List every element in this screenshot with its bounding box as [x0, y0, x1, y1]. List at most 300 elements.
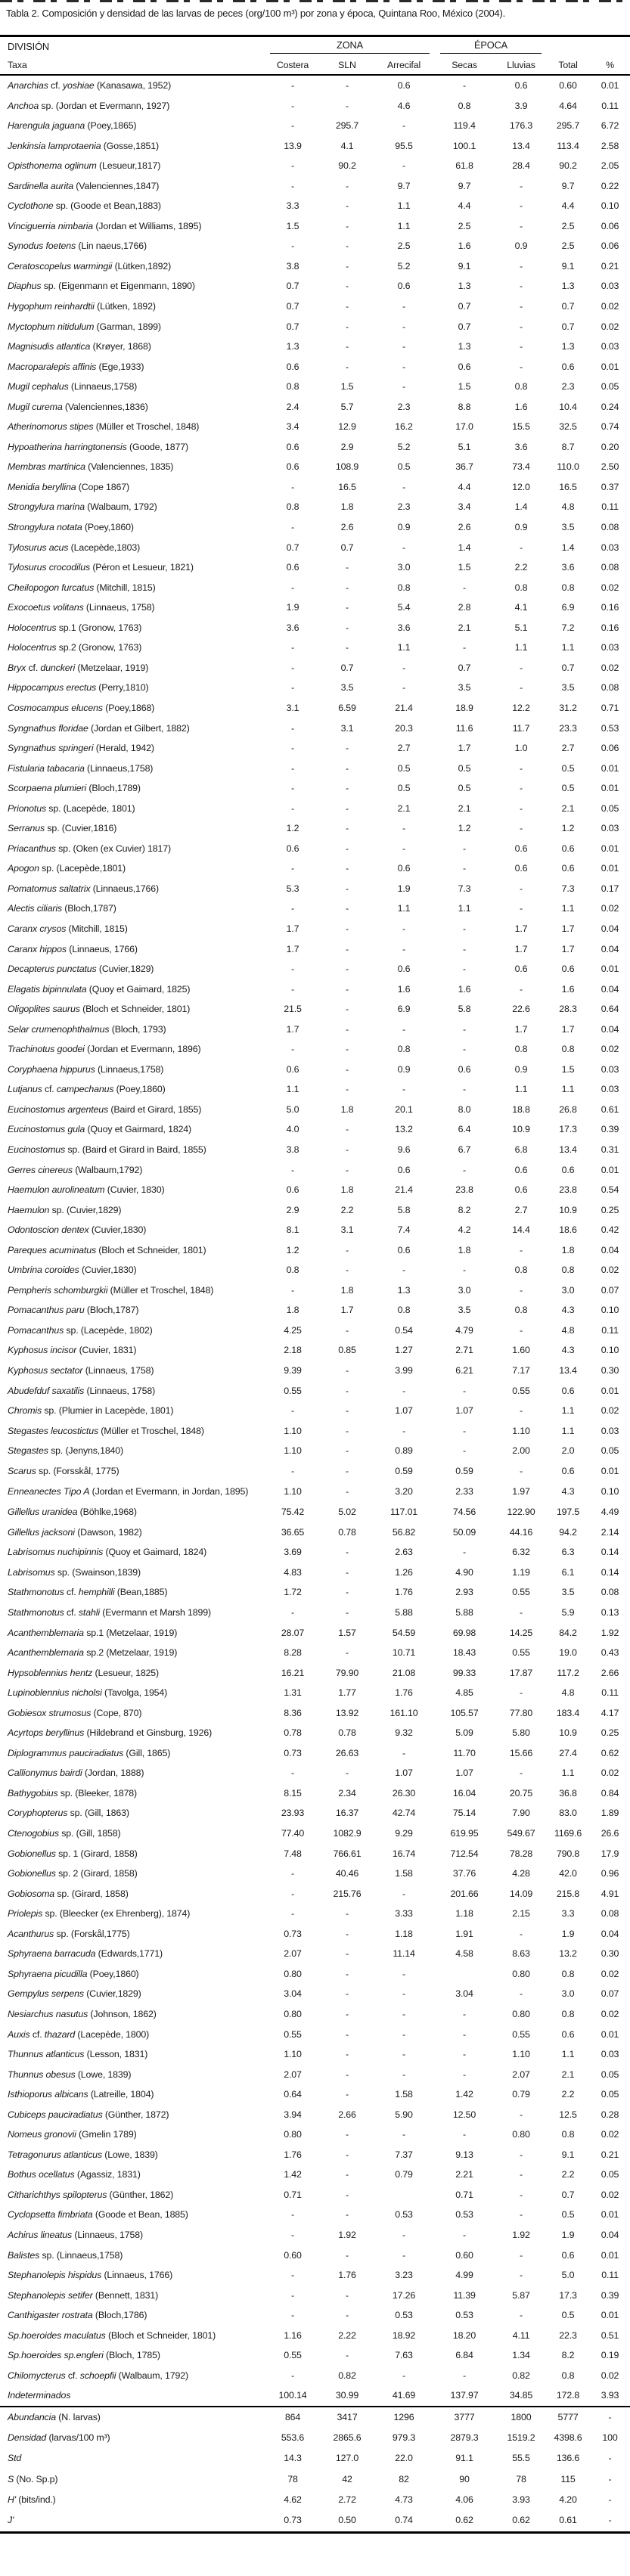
- taxon-authority: (Cuvier,1830): [79, 1265, 137, 1276]
- value-cell: 1.6: [458, 241, 471, 252]
- value-cell: 0.71: [455, 2189, 473, 2200]
- taxon-name: Pomacanthus sp.: [8, 1324, 79, 1336]
- value-cell: 4.73: [395, 2494, 413, 2506]
- value-cell: 12.0: [512, 481, 530, 492]
- value-cell: 1.1: [561, 1405, 575, 1417]
- value-cell: 1.1: [458, 903, 471, 914]
- value-cell: -: [346, 1044, 349, 1055]
- taxon-cell: [0, 2366, 266, 2386]
- value-cell: 12.5: [559, 2109, 577, 2120]
- value-cell: 0.6: [514, 863, 528, 874]
- table-row: [0, 1361, 630, 1381]
- value-cell: 619.95: [450, 1828, 479, 1839]
- value-cell: -: [291, 481, 294, 492]
- value-cell: 1.4: [458, 542, 471, 553]
- value-cell: 84.2: [559, 1627, 577, 1638]
- value-cell: 0.7: [561, 2189, 575, 2200]
- taxon-cell: [0, 2245, 266, 2266]
- value-cell: 0.08: [601, 1587, 619, 1598]
- taxon-authority: (Bloch et Schneider, 1801): [105, 2329, 216, 2341]
- table-row: [0, 597, 630, 618]
- value-cell: 1.18: [455, 1908, 473, 1920]
- value-cell: 3777: [454, 2411, 475, 2422]
- table-row: [0, 658, 630, 678]
- value-cell: 2.5: [561, 241, 575, 252]
- taxon-authority: (Johnson, 1862): [88, 2008, 157, 2019]
- value-cell: -: [291, 662, 294, 673]
- value-cell: -: [463, 2229, 467, 2240]
- value-cell: 14.4: [512, 1224, 530, 1236]
- value-cell: 0.51: [601, 2329, 619, 2341]
- value-cell: 0.01: [601, 762, 619, 774]
- value-cell: 0.8: [561, 2370, 575, 2381]
- value-cell: 1.27: [395, 1345, 413, 1356]
- value-cell: 0.11: [601, 100, 619, 111]
- taxon-name: Syngnathus floridae: [8, 722, 88, 734]
- value-cell: 44.16: [509, 1526, 533, 1538]
- taxon-authority: (Lacepède,1803): [68, 542, 141, 553]
- value-cell: 21.4: [395, 702, 413, 713]
- value-cell: 766.61: [333, 1848, 362, 1859]
- table-row: [0, 1944, 630, 1964]
- value-cell: 0.6: [286, 361, 299, 372]
- taxon-name: Haemulon aurolineatum: [8, 1184, 105, 1196]
- taxon-name: Acanthemblemaria sp.2: [8, 1647, 104, 1659]
- taxon-cell: [0, 839, 266, 859]
- value-cell: 2.2: [514, 562, 528, 573]
- value-cell: -: [291, 1908, 294, 1920]
- value-cell: 1.9: [397, 883, 411, 894]
- value-cell: 0.8: [561, 1265, 575, 1276]
- value-cell: 26.6: [601, 1828, 619, 1839]
- table-row: [0, 1743, 630, 1764]
- taxon-name: Apogon sp.: [8, 863, 54, 874]
- value-cell: -: [346, 241, 349, 252]
- taxon-cell: [0, 1361, 266, 1381]
- taxon-name: Holocentrus sp.2: [8, 642, 76, 653]
- value-cell: 1.31: [284, 1687, 302, 1699]
- value-cell: 2.1: [561, 802, 575, 814]
- value-cell: -: [291, 1868, 294, 1879]
- taxon-authority: (Baird et Girard, 1855): [108, 1103, 202, 1115]
- value-cell: 1.5: [561, 1063, 575, 1075]
- taxon-cell: [0, 116, 266, 136]
- value-cell: -: [402, 481, 405, 492]
- taxon-cell: [0, 1280, 266, 1301]
- taxon-cell: [0, 557, 266, 578]
- value-cell: 4.85: [455, 1687, 473, 1699]
- value-cell: 0.02: [601, 2129, 619, 2140]
- value-cell: 10.9: [559, 1727, 577, 1739]
- value-cell: 0.8: [286, 381, 299, 393]
- value-cell: 172.8: [556, 2390, 580, 2401]
- value-cell: -: [463, 1425, 467, 1436]
- value-cell: -: [346, 622, 349, 633]
- taxon-cell: [0, 317, 266, 337]
- value-cell: 20.75: [509, 1787, 533, 1799]
- value-cell: -: [346, 1084, 349, 1095]
- value-cell: -: [346, 1445, 349, 1457]
- taxon-authority: (Bleeker, 1878): [72, 1787, 138, 1799]
- column-header-secas: Secas: [452, 60, 477, 70]
- value-cell: 2.07: [512, 2069, 530, 2080]
- taxon-authority: (Walbaum,1792): [72, 1164, 143, 1175]
- value-cell: 2.93: [455, 1587, 473, 1598]
- taxon-cell: [0, 397, 266, 417]
- taxon-name: Stephanolepis setifer: [8, 2289, 93, 2301]
- taxon-name: Umbrina coroides: [8, 1265, 79, 1276]
- value-cell: 0.01: [601, 80, 619, 91]
- taxon-name: Anarchias cf. yoshiae: [8, 80, 95, 91]
- taxon-name: Kyphosus incisor: [8, 1345, 77, 1356]
- value-cell: -: [463, 1547, 467, 1558]
- value-cell: -: [346, 903, 349, 914]
- table-row: [0, 256, 630, 277]
- value-cell: 0.55: [512, 2028, 530, 2040]
- value-cell: 0.16: [601, 622, 619, 633]
- value-cell: -: [291, 2370, 294, 2381]
- taxon-name: Cosmocampus elucens: [8, 702, 103, 713]
- taxon-cell: [0, 1683, 266, 1703]
- value-cell: 1.10: [512, 2049, 530, 2060]
- taxon-cell: [0, 256, 266, 277]
- taxon-cell: [0, 1623, 266, 1643]
- taxon-name: Decapterus punctatus: [8, 964, 97, 975]
- taxon-authority: (Quoy et Gairmard, 1824): [85, 1124, 192, 1135]
- value-cell: -: [402, 923, 405, 934]
- table-row: [0, 557, 630, 578]
- division-header: DIVISIÓN: [8, 41, 49, 52]
- value-cell: -: [520, 2149, 523, 2160]
- summary-rows: [0, 2407, 630, 2532]
- taxon-name: Labrisomus nuchipinnis: [8, 1547, 104, 1558]
- table-row: [0, 2025, 630, 2045]
- taxon-name: Acanthemblemaria sp.1: [8, 1627, 104, 1638]
- value-cell: -: [346, 1566, 349, 1578]
- taxon-name: Gillellus uranidea: [8, 1507, 78, 1518]
- taxon-authority: (Valenciennes, 1835): [85, 461, 174, 473]
- taxon-cell: [0, 1381, 266, 1401]
- value-cell: -: [402, 943, 405, 954]
- value-cell: 864: [284, 2411, 301, 2422]
- table-row: [0, 357, 630, 377]
- value-cell: 28.3: [559, 1004, 577, 1015]
- value-cell: 0.6: [286, 461, 299, 473]
- table-row: [0, 879, 630, 899]
- value-cell: 12.9: [338, 421, 356, 433]
- value-cell: 0.6: [561, 2249, 575, 2261]
- value-cell: 295.7: [556, 120, 580, 132]
- taxon-authority: (Bleecker (ex Ehrenberg), 1874): [57, 1908, 191, 1920]
- value-cell: 0.78: [284, 1727, 302, 1739]
- taxa-header: Taxa: [8, 60, 27, 70]
- value-cell: 790.8: [556, 1848, 580, 1859]
- taxon-cell: [0, 1803, 266, 1823]
- taxon-authority: (Gill, 1865): [123, 1747, 171, 1758]
- value-cell: -: [520, 281, 523, 292]
- value-cell: 110.0: [557, 461, 579, 473]
- taxon-authority: (Kanasawa, 1952): [94, 80, 172, 91]
- value-cell: 5777: [557, 2411, 579, 2422]
- table-row: [0, 317, 630, 337]
- table-row: [0, 2004, 630, 2025]
- value-cell: 0.7: [286, 321, 299, 332]
- value-cell: 0.5: [397, 762, 411, 774]
- value-cell: 1.3: [561, 341, 575, 352]
- taxon-authority: (Mitchill, 1815): [66, 923, 128, 934]
- value-cell: 4.6: [397, 100, 411, 111]
- value-cell: -: [402, 823, 405, 834]
- value-cell: 1.8: [286, 1305, 299, 1316]
- taxon-name: Lupinoblennius nicholsi: [8, 1687, 102, 1699]
- taxon-name: Anchoa sp.: [8, 100, 54, 111]
- value-cell: 0.6: [561, 361, 575, 372]
- value-cell: 0.6: [397, 281, 411, 292]
- value-cell: -: [346, 1244, 349, 1255]
- value-cell: 0.02: [601, 903, 619, 914]
- value-cell: -: [402, 843, 405, 854]
- value-cell: 0.7: [458, 662, 471, 673]
- table-row: [0, 1119, 630, 1140]
- taxon-authority: (Tavolga, 1954): [101, 1687, 168, 1699]
- value-cell: -: [402, 1968, 405, 1979]
- value-cell: 2879.3: [450, 2432, 479, 2444]
- value-cell: 3.6: [514, 441, 528, 452]
- taxon-authority: (Cuvier,1829): [96, 964, 154, 975]
- taxon-cell: [0, 1340, 266, 1361]
- table-row: [0, 858, 630, 879]
- table-row: [0, 1060, 630, 1080]
- value-cell: 0.02: [601, 1768, 619, 1779]
- value-cell: 0.05: [601, 1445, 619, 1457]
- value-cell: 0.61: [559, 2515, 577, 2526]
- value-cell: 0.10: [601, 1345, 619, 1356]
- value-cell: 7.37: [395, 2149, 413, 2160]
- value-cell: 0.60: [284, 2249, 302, 2261]
- taxon-authority: (Müller et Troschel, 1848): [93, 421, 200, 433]
- value-cell: 0.20: [601, 441, 619, 452]
- table-row: [0, 457, 630, 477]
- value-cell: 161.10: [389, 1707, 418, 1718]
- value-cell: 0.01: [601, 2310, 619, 2321]
- value-cell: 1.8: [340, 1184, 354, 1196]
- value-cell: 55.5: [512, 2453, 530, 2464]
- taxon-authority: (Bloch et Schneider, 1801): [79, 1004, 191, 1015]
- value-cell: 32.5: [559, 421, 577, 433]
- species-table: [0, 35, 630, 2534]
- taxon-authority: (Eigenmann et Eigenmann, 1890): [55, 281, 195, 292]
- value-cell: 16.21: [281, 1667, 305, 1678]
- taxon-cell: [0, 597, 266, 618]
- value-cell: 0.6: [458, 1063, 471, 1075]
- value-cell: 4.4: [458, 481, 471, 492]
- value-cell: 0.8: [514, 1044, 528, 1055]
- taxon-name: Coryphopterus sp.: [8, 1808, 82, 1819]
- value-cell: 2.7: [561, 743, 575, 754]
- value-cell: 0.25: [601, 1727, 619, 1739]
- value-cell: 1.1: [397, 903, 411, 914]
- taxon-authority: (Girard, 1858): [78, 1868, 138, 1879]
- value-cell: 27.4: [559, 1747, 577, 1758]
- value-cell: -: [346, 762, 349, 774]
- value-cell: -: [346, 743, 349, 754]
- table-row: [0, 698, 630, 718]
- taxon-name: Magnisudis atlantica: [8, 341, 91, 352]
- value-cell: 90: [459, 2473, 470, 2484]
- value-cell: -: [402, 1265, 405, 1276]
- value-cell: 1.6: [561, 983, 575, 995]
- value-cell: 0.9: [397, 1063, 411, 1075]
- taxon-authority: (Lowe, 1839): [75, 2069, 132, 2080]
- value-cell: 4.4: [561, 200, 575, 212]
- taxon-cell: [0, 337, 266, 357]
- table-row: [0, 1803, 630, 1823]
- value-cell: 9.7: [458, 180, 471, 191]
- value-cell: 6.8: [514, 1144, 528, 1155]
- value-cell: 1169.6: [554, 1828, 582, 1839]
- value-cell: 0.7: [286, 281, 299, 292]
- value-cell: 79.90: [335, 1667, 359, 1678]
- value-cell: 23.3: [559, 722, 577, 734]
- taxon-authority: (Lesueur,1817): [96, 160, 161, 172]
- value-cell: 0.03: [601, 1084, 619, 1095]
- value-cell: 1.42: [455, 2089, 473, 2100]
- summary-unit: (N. larvas): [55, 2411, 101, 2422]
- taxon-cell: [0, 858, 266, 879]
- value-cell: 0.6: [397, 964, 411, 975]
- taxon-name: Fistularia tabacaria: [8, 762, 85, 774]
- taxon-cell: [0, 939, 266, 960]
- taxon-name: Gobionellus sp. 2: [8, 1868, 79, 1879]
- value-cell: 0.6: [397, 863, 411, 874]
- value-cell: 2.72: [338, 2494, 356, 2506]
- value-cell: 6.72: [601, 120, 619, 132]
- value-cell: 4.1: [340, 140, 354, 151]
- value-cell: 0.55: [512, 1385, 530, 1396]
- value-cell: -: [291, 1888, 294, 1899]
- value-cell: 0.04: [601, 1244, 619, 1255]
- table-row: [0, 2185, 630, 2205]
- value-cell: 0.8: [561, 582, 575, 593]
- table-row: [0, 2366, 630, 2386]
- table-row: [0, 1823, 630, 1844]
- taxon-authority: (Poey,1860): [82, 522, 134, 533]
- value-cell: -: [402, 2069, 405, 2080]
- summary-label-cell: [0, 2510, 266, 2532]
- taxon-cell: [0, 618, 266, 638]
- value-cell: 16.04: [452, 1787, 476, 1799]
- taxon-cell: [0, 517, 266, 538]
- value-cell: 0.6: [561, 863, 575, 874]
- value-cell: 1.8: [340, 501, 354, 513]
- value-cell: 8.63: [512, 1948, 530, 1960]
- taxon-authority: (Jordan, 1888): [82, 1768, 144, 1779]
- value-cell: -: [402, 1023, 405, 1035]
- table-row: [0, 1280, 630, 1301]
- zona-label: ZONA: [337, 39, 363, 51]
- value-cell: -: [291, 903, 294, 914]
- taxon-authority: (Goode et Bean,1883): [67, 200, 161, 212]
- value-cell: 0.7: [340, 662, 354, 673]
- value-cell: 36.8: [559, 1787, 577, 1799]
- taxon-authority: (Quoy et Gaimard, 1825): [86, 983, 191, 995]
- taxon-cell: [0, 678, 266, 698]
- value-cell: 2.2: [561, 2089, 575, 2100]
- value-cell: -: [520, 2209, 523, 2221]
- value-cell: 0.96: [601, 1868, 619, 1879]
- taxon-authority: (Günther, 1872): [102, 2109, 169, 2120]
- value-cell: 0.6: [561, 1385, 575, 1396]
- value-cell: -: [346, 923, 349, 934]
- table-header: [0, 36, 630, 76]
- value-cell: 2.6: [458, 522, 471, 533]
- value-cell: 0.02: [601, 1265, 619, 1276]
- taxon-name: Kyphosus sectator: [8, 1365, 83, 1376]
- value-cell: 1.4: [561, 542, 575, 553]
- value-cell: 0.05: [601, 802, 619, 814]
- value-cell: 295.7: [335, 120, 359, 132]
- taxon-name: Myctophum nitidulum: [8, 321, 95, 332]
- value-cell: 95.5: [395, 140, 413, 151]
- value-cell: -: [291, 743, 294, 754]
- taxon-authority: (Bloch, 1785): [103, 2350, 160, 2361]
- value-cell: 1.9: [561, 2229, 575, 2240]
- value-cell: -: [346, 1063, 349, 1075]
- value-cell: 13.9: [284, 140, 302, 151]
- value-cell: 0.6: [561, 964, 575, 975]
- value-cell: -: [608, 2515, 612, 2526]
- value-cell: 0.9: [397, 522, 411, 533]
- value-cell: 19.0: [559, 1647, 577, 1659]
- value-cell: 0.04: [601, 1928, 619, 1939]
- value-cell: -: [346, 301, 349, 312]
- value-cell: 0.71: [284, 2189, 302, 2200]
- taxon-authority: (Linnaeus,1758): [68, 381, 138, 393]
- value-cell: 7.63: [395, 2350, 413, 2361]
- taxon-name: Eucinostomus gula: [8, 1124, 85, 1135]
- taxon-name: Hippocampus erectus: [8, 682, 97, 694]
- value-cell: 2.4: [286, 401, 299, 412]
- value-cell: -: [291, 1164, 294, 1175]
- value-cell: -: [346, 1405, 349, 1417]
- taxon-name: Harengula jaguana: [8, 120, 85, 132]
- value-cell: 0.73: [284, 1747, 302, 1758]
- value-cell: 8.0: [458, 1103, 471, 1115]
- value-cell: 100.1: [452, 140, 476, 151]
- value-cell: 4.49: [601, 1507, 619, 1518]
- value-cell: 2.00: [512, 1445, 530, 1457]
- value-cell: 2.7: [397, 743, 411, 754]
- value-cell: 4.90: [455, 1566, 473, 1578]
- value-cell: -: [520, 903, 523, 914]
- value-cell: 0.73: [284, 1928, 302, 1939]
- value-cell: 0.05: [601, 2089, 619, 2100]
- value-cell: 5.7: [340, 401, 354, 412]
- taxon-name: Bathygobius sp.: [8, 1787, 73, 1799]
- value-cell: 31.2: [559, 702, 577, 713]
- table-row: [0, 1924, 630, 1944]
- summary-row: [0, 2407, 630, 2428]
- value-cell: -: [346, 321, 349, 332]
- value-cell: 0.80: [512, 2129, 530, 2140]
- value-cell: 1.07: [455, 1768, 473, 1779]
- value-cell: -: [520, 2249, 523, 2261]
- value-cell: 0.6: [397, 1244, 411, 1255]
- value-cell: 15.5: [512, 421, 530, 433]
- summary-unit: (larvas/100 m³): [46, 2432, 110, 2444]
- taxon-name: Achirus lineatus: [8, 2229, 73, 2240]
- taxon-cell: [0, 1643, 266, 1663]
